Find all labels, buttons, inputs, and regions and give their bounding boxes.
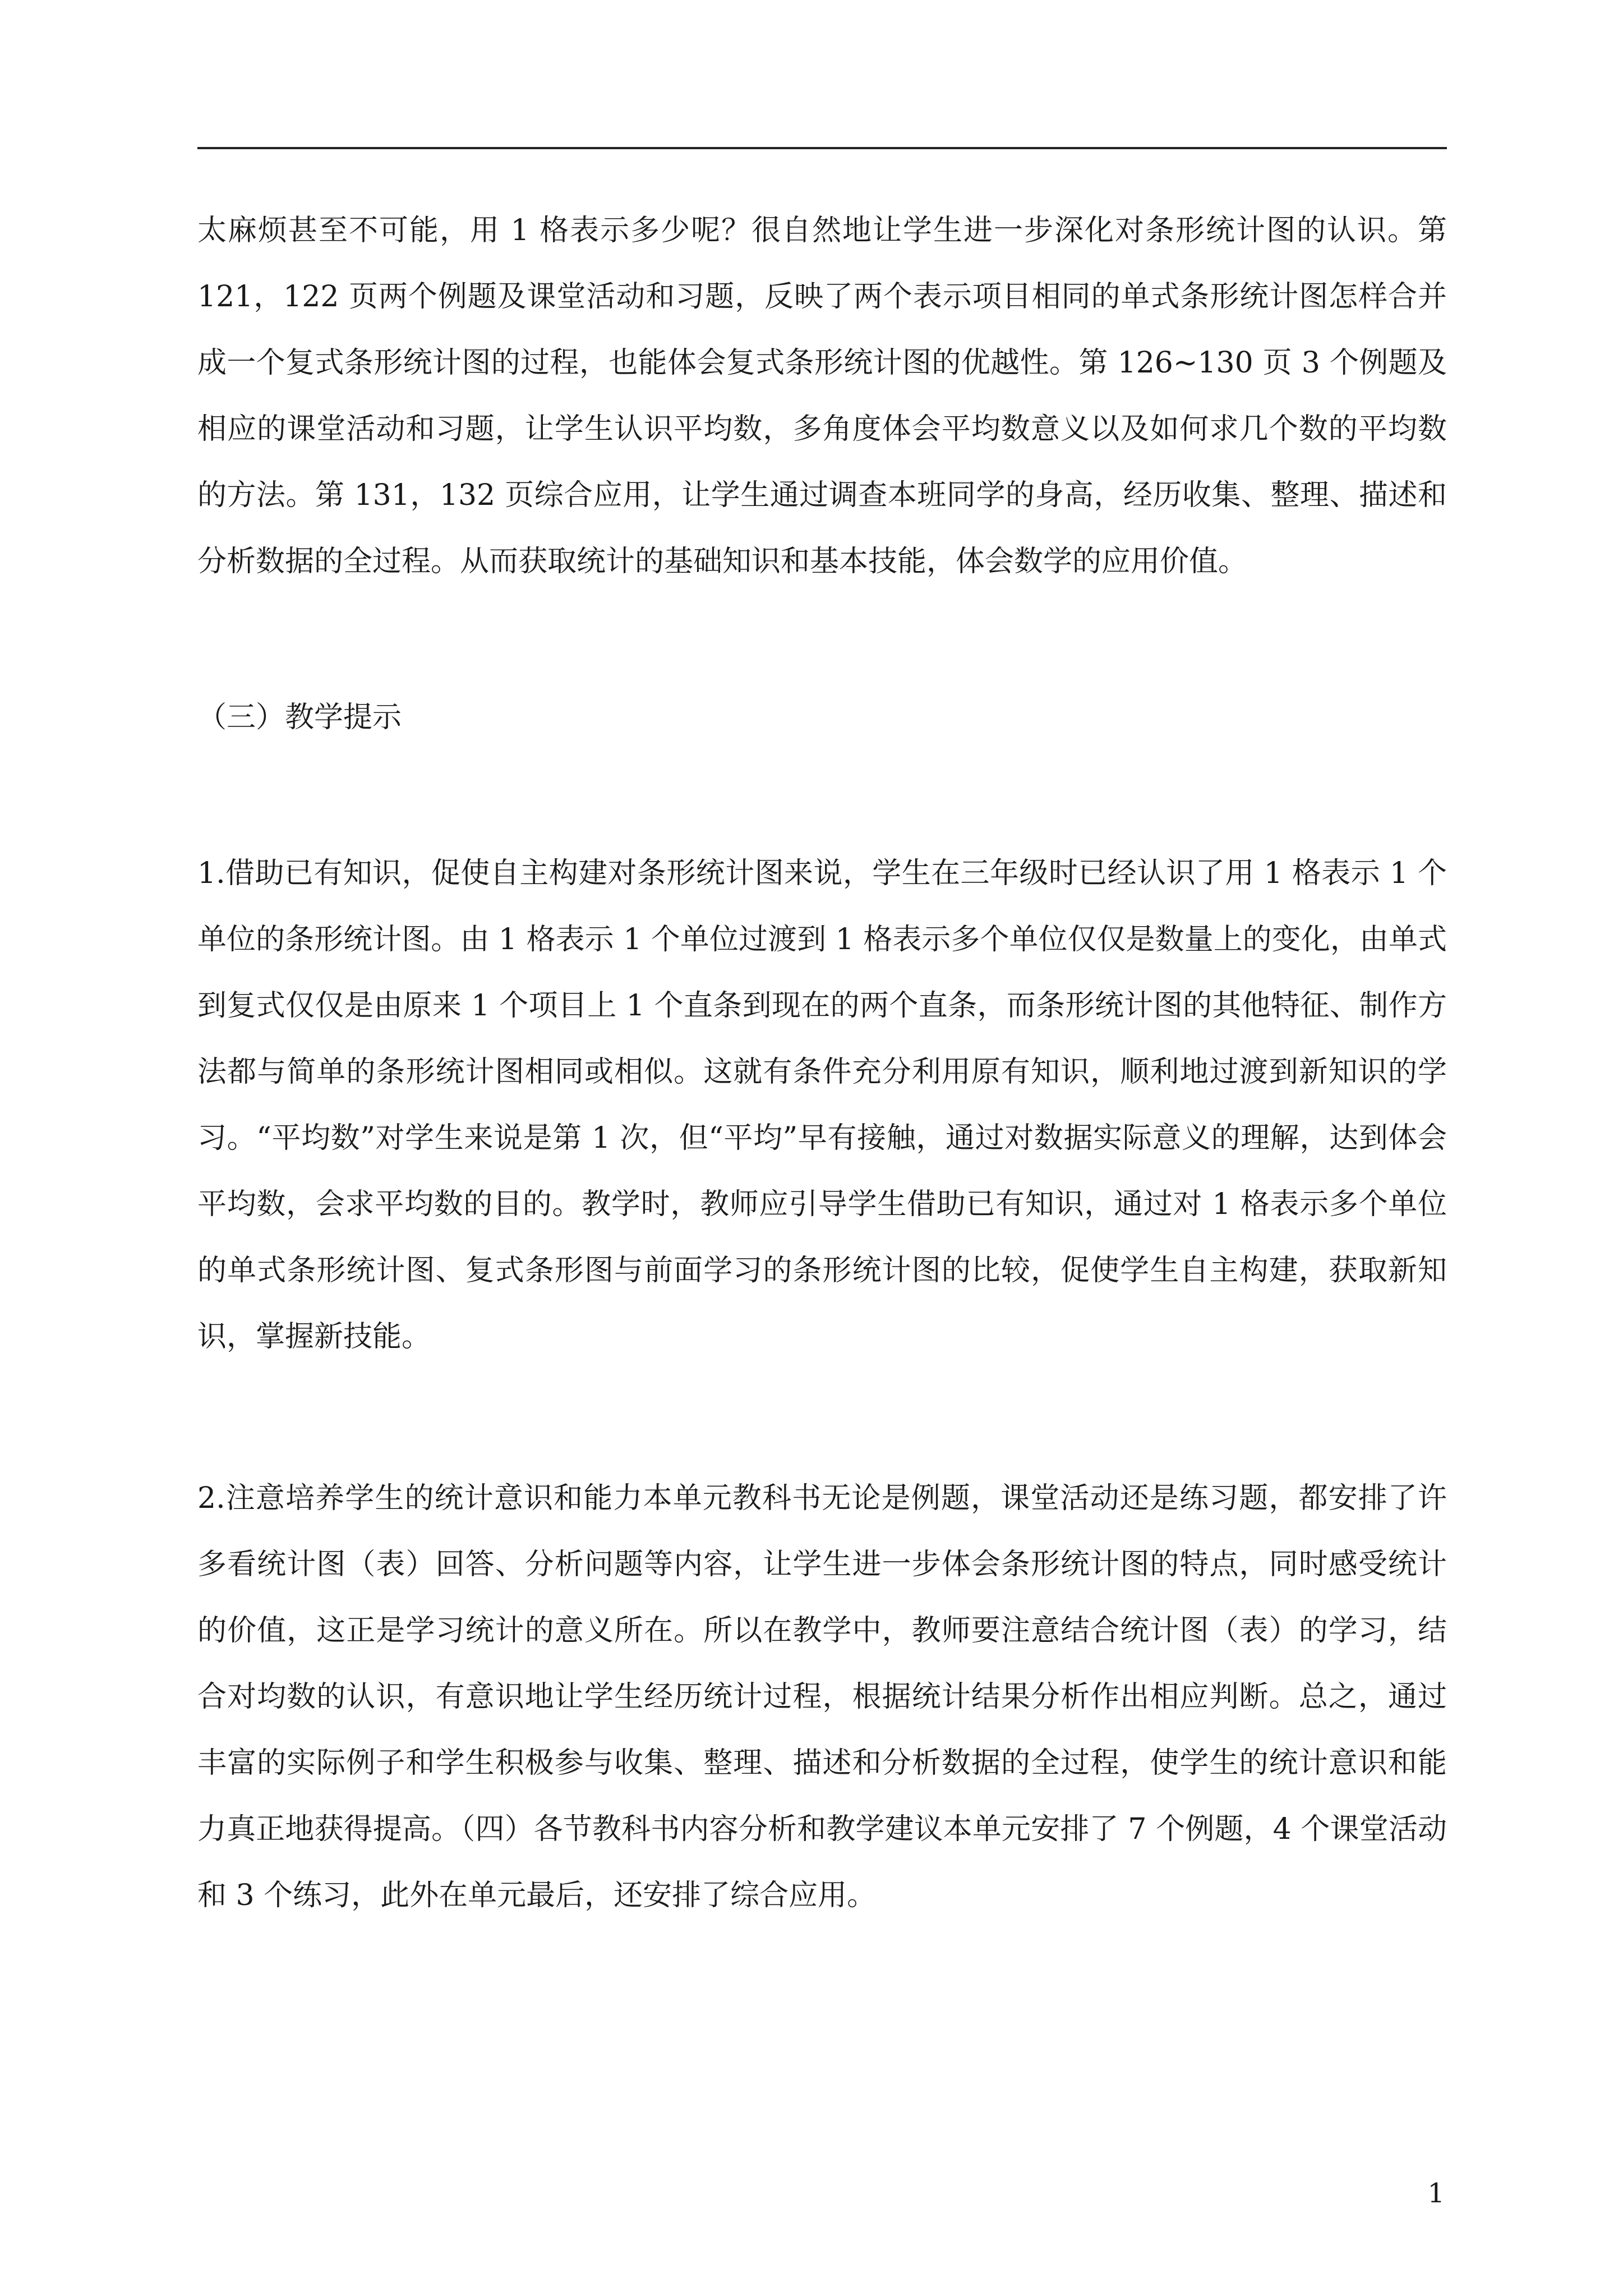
paragraph-tip-2: 2.注意培养学生的统计意识和能力本单元教科书无论是例题，课堂活动还是练习题，都安排了许多看统计图（表）回答、分析问题等内容，让学生进一步体会条形统计图的特点，同时感受统计的价值，这正是学习统计的意义所在。所以在教学中，教师要注意结合统计图（表）的学习，结合对均数的认识，有意识地让学生经历统计过程，根据统计结果分析作出相应判断。总之，通过丰富的实际例子和学生积极参与收集、整理、描述和分析数据的全过程，使学生的统计意识和能力真正地获得提高。（四）各节教科书内容分析和教学建议本单元安排了 7 个例题，4 个课堂活动和 3 个练习，此外在单元最后，还安排了综合应用。 — [197, 1481, 1447, 1912]
paragraph-spacer — [197, 751, 1447, 840]
paragraph-statistics-overview: 太麻烦甚至不可能，用 1 格表示多少呢？很自然地让学生进一步深化对条形统计图的认识。第 121，122 页两个例题及课堂活动和习题，反映了两个表示项目相同的单式条形统计图怎样合并成一个复式条形统计图的过程，也能体会复式条形统计图的优越性。第 126~130 页 3 个例题及相应的课堂活动和习题，让学生认识平均数，多角度体会平均数意义以及如何求几个数的平均数的方法。第 131，132 页综合应用，让学生通过调查本班同学的身高，经历收集、整理、描述和分析数据的全过程。从而获取统计的基础知识和基本技能，体会数学的应用价值。 — [197, 214, 1447, 578]
paragraph-spacer — [197, 595, 1447, 684]
section-heading-teaching-tips: （三）教学提示 — [197, 701, 402, 734]
document-body — [197, 197, 1447, 1929]
page-number: 1 — [1427, 2178, 1445, 2209]
paragraph-tip-1: 1.借助已有知识，促使自主构建对条形统计图来说，学生在三年级时已经认识了用 1 格表示 1 个单位的条形统计图。由 1 格表示 1 个单位过渡到 1 格表示多个单位仅仅是数量上的变化，由单式到复式仅仅是由原来 1 个项目上 1 个直条到现在的两个直条，而条形统计图的其他特征、制作方法都与简单的条形统计图相同或相似。这就有条件充分利用原有知识，顺利地过渡到新知识的学习。“平均数”对学生来说是第 1 次，但“平均”早有接触，通过对数据实际意义的理解，达到体会平均数，会求平均数的目的。教学时，教师应引导学生借助已有知识，通过对 1 格表示多个单位的单式条形统计图、复式条形图与前面学习的条形统计图的比较，促使学生自主构建，获取新知识，掌握新技能。 — [197, 857, 1447, 1354]
header-rule — [197, 147, 1447, 149]
paragraph-spacer — [197, 1370, 1447, 1465]
